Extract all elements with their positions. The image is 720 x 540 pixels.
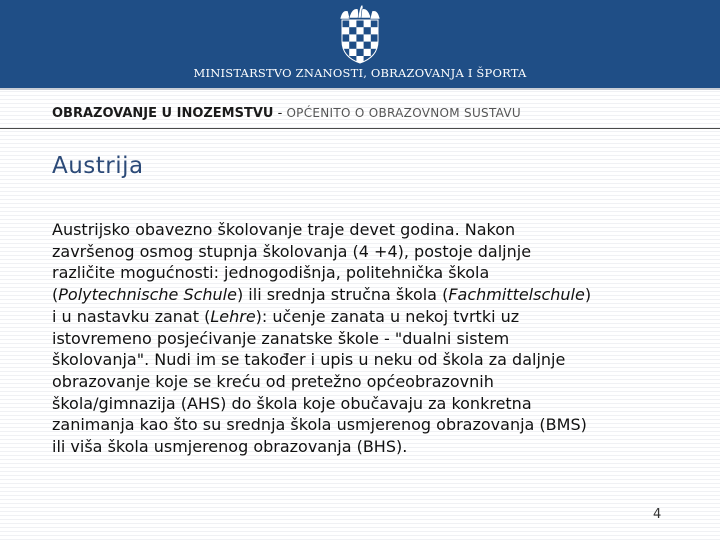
- italic-term: Polytechnische Schule: [58, 285, 237, 305]
- section-heading-main: OBRAZOVANJE U INOZEMSTVU: [52, 106, 274, 121]
- page-title: Austrija: [52, 153, 144, 179]
- body-text-fragment: i u nastavku zanat (: [52, 306, 211, 326]
- body-text-fragment: ): [584, 285, 592, 305]
- italic-term: Fachmittelschule: [448, 285, 585, 305]
- section-heading-sub: OPĆENITO O OBRAZOVNOM SUSTAVU: [286, 106, 521, 120]
- section-heading: [52, 106, 521, 121]
- body-paragraph: [52, 219, 692, 458]
- body-text-fragment: (: [52, 285, 59, 305]
- header-divider: [0, 88, 720, 90]
- page-number: 4: [653, 507, 662, 522]
- section-heading-separator: -: [273, 106, 287, 121]
- body-line: istovremeno posjećivanje zanatske škole - "dualni sistem: [52, 328, 510, 348]
- heading-divider: [0, 128, 720, 129]
- body-line: završenog osmog stupnja školovanja (4 +4), postoje daljnje: [52, 241, 532, 261]
- header-band: [0, 0, 720, 88]
- body-line: škola/gimnazija (AHS) do škola koje obučavaju za konkretna: [52, 393, 532, 413]
- italic-term: Lehre: [210, 306, 256, 326]
- body-line: [52, 284, 692, 306]
- body-line: [52, 306, 692, 328]
- body-line: školovanja". Nudi im se također i upis u neku od škola za daljnje: [52, 350, 566, 370]
- body-text-fragment: ) ili srednja stručna škola (: [236, 285, 449, 305]
- ministry-name: MINISTARSTVO ZNANOSTI, OBRAZOVANJA I ŠPORTA: [193, 66, 527, 80]
- body-text-fragment: ): učenje zanata u nekoj tvrtki uz: [255, 306, 520, 326]
- body-line: obrazovanje koje se kreću od pretežno općeobrazovnih: [52, 371, 494, 391]
- body-line: različite mogućnosti: jednogodišnja, politehnička škola: [52, 263, 490, 283]
- body-line: Austrijsko obavezno školovanje traje devet godina. Nakon: [52, 220, 516, 239]
- body-line: ili viša škola usmjerenog obrazovanja (BHS).: [52, 437, 408, 457]
- croatian-coat-of-arms-icon: [330, 5, 390, 65]
- body-line: zanimanja kao što su srednja škola usmjerenog obrazovanja (BMS): [52, 415, 587, 435]
